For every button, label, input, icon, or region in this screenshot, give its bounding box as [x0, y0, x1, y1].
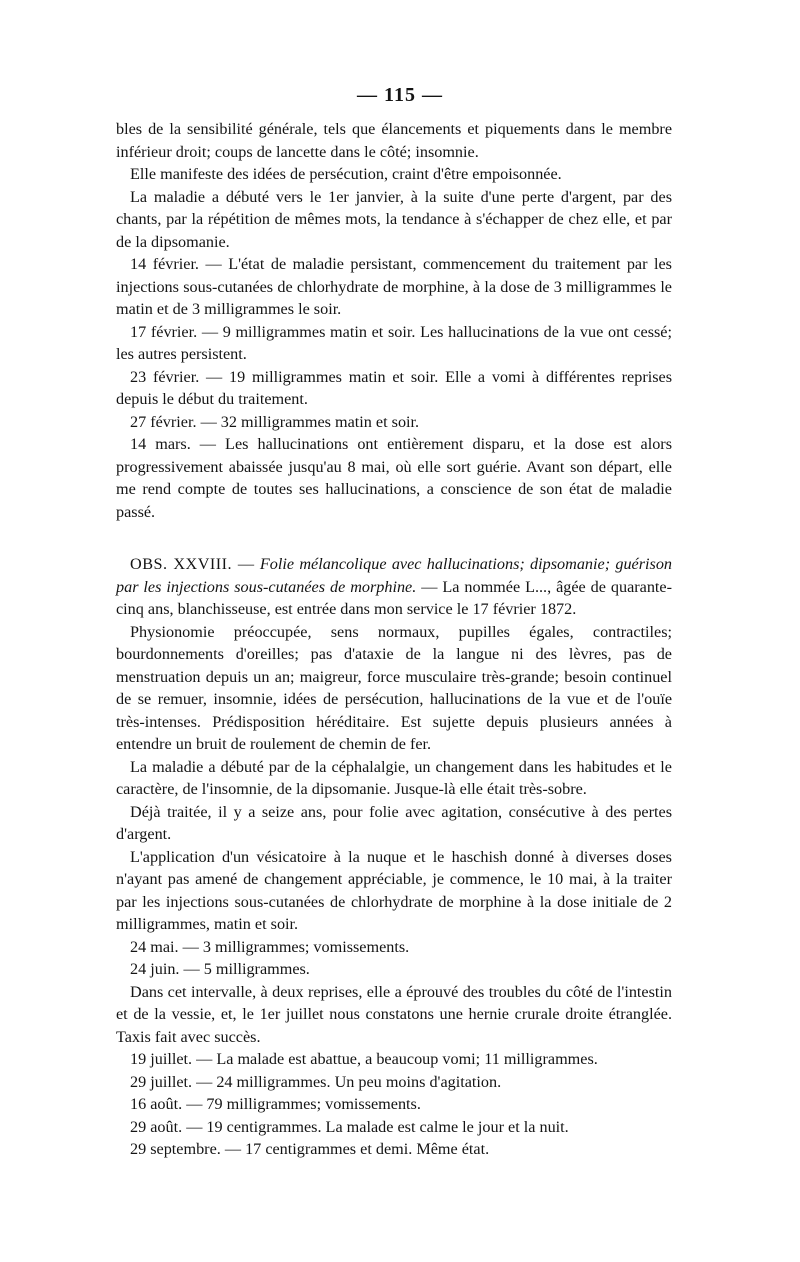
observation-heading: [116, 553, 672, 621]
paragraph: Dans cet intervalle, à deux reprises, elle a éprouvé des troubles du côté de l'intestin et de la vessie, et, le 1er juillet nous constatons une hernie crurale droite étranglée. Taxis fait avec succès.: [116, 982, 672, 1046]
paragraph: Elle manifeste des idées de persécution, craint d'être empoisonnée.: [130, 165, 562, 183]
page-number: — 115 —: [357, 84, 443, 106]
observation-title: Folie mélancolique avec hallucinations; dipsomanie; guérison par les injections sous-cutanées de morphine.: [116, 555, 673, 596]
paragraph: 27 février. — 32 milligrammes matin et soir.: [130, 412, 420, 431]
paragraph-continuation: bles de la sensibilité générale, tels que élancements et piquements dans le membre inférieur droit; coups de lancette dans le côté; insomnie.: [116, 120, 672, 161]
page-body: [116, 118, 672, 1161]
paragraph: 29 août. — 19 centigrammes. La malade est calme le jour et la nuit.: [130, 1117, 569, 1136]
paragraph: La maladie a débuté par de la céphalalgie, un changement dans les habitudes et le caractère, de l'insomnie, de la dipsomanie. Jusque-là elle était très-sobre.: [116, 757, 672, 798]
section-gap: [116, 523, 672, 553]
paragraph: 24 juin. — 5 milligrammes.: [130, 960, 310, 978]
observation-label: OBS. XXVIII. —: [130, 555, 255, 573]
paragraph: 29 septembre. — 17 centigrammes et demi. Même état.: [130, 1140, 490, 1158]
paragraph: 14 février. — L'état de maladie persistant, commencement du traitement par les injections sous-cutanées de chlorhydrate de morphine, à la dose de 3 milligrammes le matin et de 3 milligrammes le soir.: [116, 255, 672, 318]
paragraph: Déjà traitée, il y a seize ans, pour folie avec agitation, consécutive à des pertes d'argent.: [116, 802, 672, 843]
paragraph: La maladie a débuté vers le 1er janvier, à la suite d'une perte d'argent, par des chants, par la répétition de mêmes mots, la tendance à s'échapper de chez elle, et par de la dipsomanie.: [116, 187, 672, 251]
paragraph: 23 février. — 19 milligrammes matin et soir. Elle a vomi à différentes reprises depuis le début du traitement.: [116, 367, 672, 408]
paragraph: 24 mai. — 3 milligrammes; vomissements.: [130, 937, 410, 956]
paragraph: 14 mars. — Les hallucinations ont entièrement disparu, et la dose est alors progressivement abaissée jusqu'au 8 mai, où elle sort guérie. Avant son départ, elle me rend compte de toutes ses hallucinations, a conscience de son état de maladie passé.: [116, 435, 672, 521]
paragraph: L'application d'un vésicatoire à la nuque et le haschish donné à diverses doses n'ayant pas amené de changement appréciable, je commence, le 10 mai, à la traiter par les injections sous-cutanées de chlorhydrate de morphine à la dose initiale de 2 milligrammes, matin et soir.: [116, 847, 672, 933]
paragraph: 19 juillet. — La malade est abattue, a beaucoup vomi; 11 milligrammes.: [130, 1050, 598, 1068]
paragraph: 29 juillet. — 24 milligrammes. Un peu moins d'agitation.: [130, 1072, 502, 1091]
paragraph: 16 août. — 79 milligrammes; vomissements.: [130, 1095, 421, 1113]
observation-intro: — La nommée L..., âgée de quarante-cinq ans, blanchisseuse, est entrée dans mon service le 17 février 1872.: [116, 577, 673, 618]
paragraph: Physionomie préoccupée, sens normaux, pupilles égales, contractiles; bourdonnements d'oreilles; pas d'ataxie de la langue ni des lèvres, pas de menstruation depuis un an; maigreur, force musculaire très-grande; besoin continuel de se remuer, insomnie, idées de persécution, hallucinations de la vue et de l'ouïe très-intenses. Prédisposition héréditaire. Est sujette depuis plusieurs années à entendre un bruit de roulement de chemin de fer.: [116, 622, 672, 753]
paragraph: 17 février. — 9 milligrammes matin et soir. Les hallucinations de la vue ont cessé; les autres persistent.: [116, 322, 672, 363]
